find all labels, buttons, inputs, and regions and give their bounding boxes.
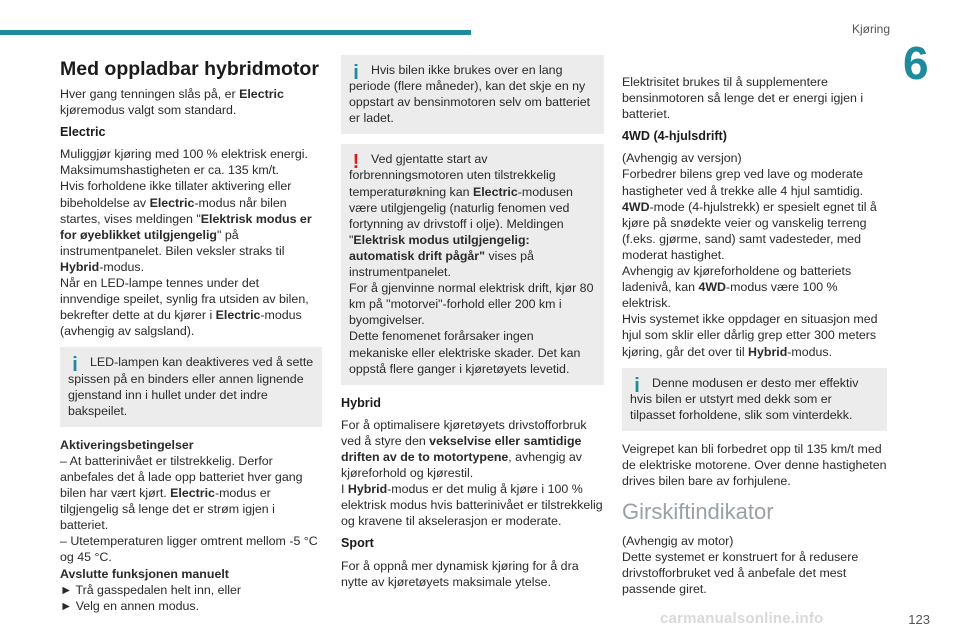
intro-paragraph: Hver gang tenningen slås på, er Electric kjøremodus valgt som standard. bbox=[60, 87, 284, 118]
info-icon: i bbox=[353, 62, 359, 84]
hybrid-paragraph: For å optimalisere kjøretøyets drivstofforbruk ved å styre den vekselvise eller samtidige driften av de to motortypene, avhengig av kjøreforhold og kjørestil. I Hybrid-modus er det mulig å kjøre i 100 % elektrisk modus hvis batterinivået er tilstrekkelig og kravene til akselerasjon er moderate. bbox=[341, 417, 603, 529]
page-number: 123 bbox=[908, 612, 930, 627]
warning-icon: ! bbox=[352, 151, 360, 174]
gear-indicator-paragraph: (Avhengig av motor) Dette systemet er konstruert for å redusere drivstofforbruket ved å anbefale det mest passende giret. bbox=[622, 534, 859, 597]
4wd-paragraph: (Avhengig av versjon) Forbedrer bilens grep ved lave og moderate hastigheter ved å trekke alle 4 hjul samtidig. 4WD-mode (4-hjulstrekk) er spesielt egnet til å kjøre på snødekte veier og vanskelig terreng (f.eks. gjørme, sand) samt vadesteder, med moderat hastighet. Avhengig av kjøreforholdene og batteriets ladenivå, kan 4WD-modus være 100 % elektrisk. Hvis systemet ikke oppdager en situasjon med hjul som sklir eller dårlig grep etter 300 meters kjøring, går det over til Hybrid-modus. bbox=[622, 151, 878, 359]
header-accent-bar bbox=[0, 30, 471, 35]
info-box-tires: i Denne modusen er desto mer effektiv hvis bilen er utstyrt med dekk som er tilpasset forholdene, slik som vinterdekk. bbox=[622, 368, 887, 431]
sport-paragraph: For å oppnå mer dynamisk kjøring for å dra nytte av kjøretøyets maksimale ytelse. bbox=[341, 558, 579, 589]
watermark: carmanualsonline.info bbox=[660, 610, 824, 627]
column-1 bbox=[60, 58, 322, 620]
warning-box-electric-mode: ! Ved gjentatte start av forbrenningsmotoren uten tilstrekkelig temperaturøkning kan Electric-modusen være utilgjengelig (naturlig fenomen ved fortynning av drivstoff i olje). Meldingen "Elektrisk modus utilgjengelig: automatisk drift pågår" vises på instrumentpanelet. For å gjenvinne normal elektrisk drift, kjør 80 km på "motorvei"-forhold eller 200 km i byomgivelser. Dette fenomenet forårsaker ingen mekaniske eller elektriske skader. Det kan oppstå flere ganger i kjøretøyets levetid. bbox=[341, 144, 604, 384]
chapter-number: 6 bbox=[903, 37, 929, 89]
info-icon: i bbox=[72, 354, 78, 377]
info-box-led: i LED-lampen kan deaktiveres ved å sette spissen på en binders eller annen lignende gjenstand inn i hullet under det indre bakspeilet. bbox=[60, 347, 322, 426]
section-title: Kjøring bbox=[851, 22, 890, 36]
column-2 bbox=[341, 55, 604, 596]
sport-heading: Sport bbox=[341, 536, 374, 551]
supplement-paragraph: Elektrisitet brukes til å supplementere bensinmotoren så lenge det er energi igjen i batteriet. bbox=[622, 75, 864, 122]
electric-heading: Electric bbox=[60, 125, 106, 140]
electric-paragraph: Muliggjør kjøring med 100 % elektrisk energi. Maksimumshastigheten er ca. 135 km/t. Hvis forholdene ikke tillater aktivering eller bibeholdelse av Electric-modus når bilen startes, vises meldingen "Elektrisk modus er for øyeblikket utilgjengelig" på instrumentpanelet. Bilen veksler straks til Hybrid-modus. Når en LED-lampe tennes under det innvendige speilet, synlig fra utsiden av bilen, bekrefter dette at du kjører i Electric-modus (avhengig av salgsland). bbox=[60, 147, 312, 339]
hybrid-heading: Hybrid bbox=[341, 395, 381, 410]
info-icon: i bbox=[634, 374, 640, 397]
gear-indicator-heading: Girskiftindikator bbox=[622, 499, 774, 525]
page-title: Med oppladbar hybridmotor bbox=[60, 58, 319, 80]
4wd-heading: 4WD (4-hjulsdrift) bbox=[622, 129, 727, 144]
info-box-unused: i Hvis bilen ikke brukes over en lang periode (flere måneder), kan det skje en ny oppstart av bensinmotoren selv om batteriet er ladet. bbox=[341, 55, 604, 134]
road-grip-paragraph: Veigrepet kan bli forbedret opp til 135 km/t med de elektriske motorene. Over denne hastigheten drives bilen bare av forhjulene. bbox=[622, 441, 887, 489]
column-3 bbox=[622, 74, 887, 604]
activation-paragraph: Aktiveringsbetingelser – At batterinivået er tilstrekkelig. Derfor anbefales det å lade opp batteriet hver gang bilen har vært kjørt. Electric-modus er tilgjengelig så lenge det er strøm igjen i batteriet. – Utetemperaturen ligger omtrent mellom -5 °C og 45 °C. Avslutte funksjonen manuelt ► Trå gasspedalen helt inn, eller ► Velg en annen modus. bbox=[60, 437, 318, 613]
